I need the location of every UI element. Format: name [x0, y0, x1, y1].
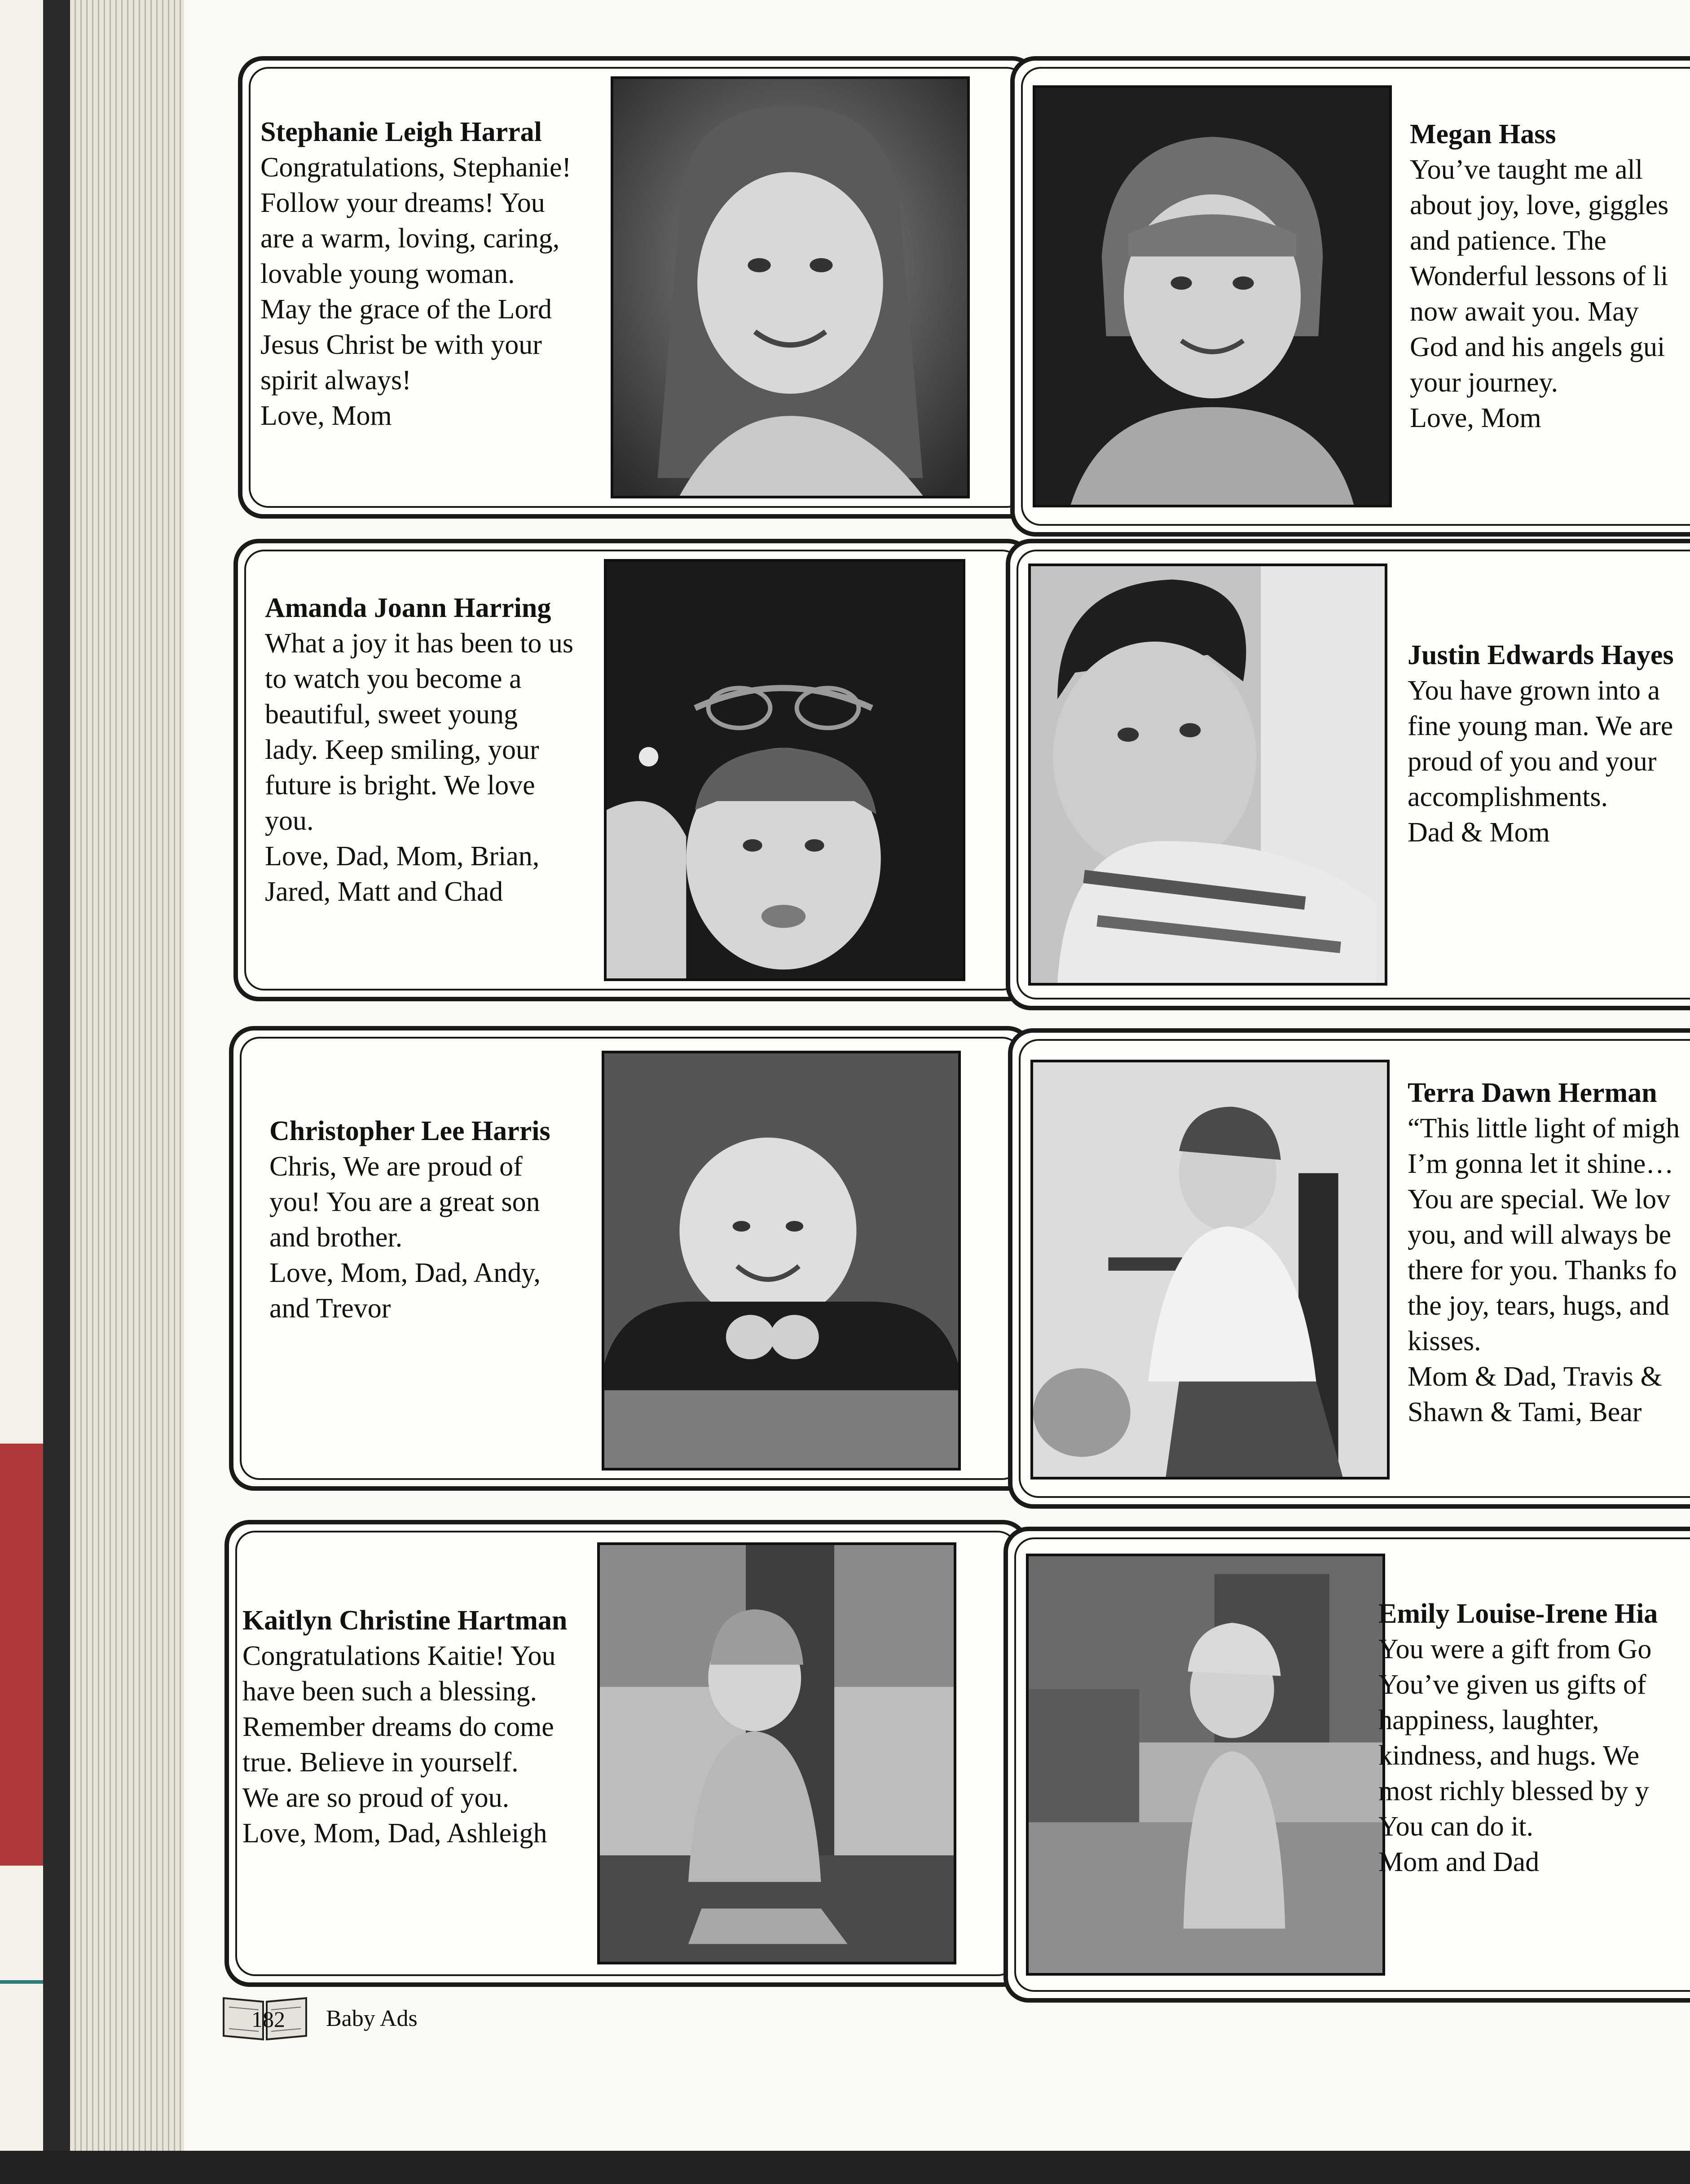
ad-card [233, 539, 1033, 1001]
child-photo [1033, 85, 1392, 507]
ad-line: You can do it. [1378, 1811, 1534, 1842]
ad-line: happiness, laughter, [1378, 1705, 1599, 1735]
ad-line: Shawn & Tami, Bear [1408, 1397, 1642, 1427]
ad-line: God and his angels gui [1410, 332, 1665, 362]
ad-line: Congratulations, Stephanie! [260, 152, 572, 183]
ad-line: You have grown into a [1408, 675, 1660, 706]
ad-text [260, 114, 611, 434]
ad-name: Amanda Joann Harring [265, 593, 551, 623]
ad-name: Stephanie Leigh Harral [260, 117, 542, 147]
ad-line: You are special. We lov [1408, 1184, 1671, 1215]
ad-line: to watch you become a [265, 664, 522, 694]
ad-text [269, 1114, 602, 1326]
scan-bottom-bar [0, 2151, 1690, 2184]
ad-card [238, 56, 1037, 519]
yearbook-page [184, 0, 1690, 2151]
page-stack [70, 0, 184, 2184]
child-photo [611, 76, 970, 498]
ad-line: lady. Keep smiling, your [265, 735, 539, 765]
ad-line: Mom and Dad [1378, 1847, 1540, 1877]
child-photo [1026, 1554, 1385, 1976]
ad-name: Kaitlyn Christine Hartman [242, 1605, 568, 1636]
ad-line: You were a gift from Go [1378, 1634, 1652, 1664]
ad-line: and brother. [269, 1222, 403, 1253]
ad-line: accomplishments. [1408, 782, 1608, 812]
ad-line: spirit always! [260, 365, 411, 396]
ad-line: I’m gonna let it shine… [1408, 1149, 1674, 1179]
ad-line: Congratulations Kaitie! You [242, 1641, 556, 1671]
ad-card [229, 1026, 1033, 1491]
ad-line: Love, Mom [1410, 403, 1541, 433]
ad-line: May the grace of the Lord [260, 294, 552, 325]
ad-line: Jesus Christ be with your [260, 330, 542, 360]
section-title: Baby Ads [326, 2005, 418, 2031]
spine [43, 0, 70, 2184]
ad-line: Follow your dreams! You [260, 188, 545, 218]
ad-line: Jared, Matt and Chad [265, 876, 503, 907]
ad-line: Remember dreams do come [242, 1712, 554, 1742]
ad-line: now await you. May [1410, 296, 1639, 327]
ad-line: Love, Mom, Dad, Ashleigh [242, 1818, 547, 1849]
ad-line: kindness, and hugs. We [1378, 1740, 1640, 1771]
ad-line: most richly blessed by y [1378, 1776, 1649, 1806]
ad-line: you, and will always be [1408, 1220, 1672, 1250]
ad-card [1008, 1028, 1690, 1509]
ad-line: Mom & Dad, Travis & [1408, 1361, 1662, 1392]
child-photo [1028, 564, 1387, 986]
ad-text [1410, 117, 1690, 436]
ad-card [224, 1520, 1028, 1987]
child-photo [602, 1051, 961, 1471]
ad-line: lovable young woman. [260, 259, 515, 289]
page-footer [220, 1994, 418, 2043]
ad-line: We are so proud of you. [242, 1783, 510, 1813]
ad-card [1006, 539, 1690, 1010]
ad-line: true. Believe in yourself. [242, 1747, 519, 1778]
ad-line: and Trevor [269, 1293, 391, 1324]
open-book-icon [220, 1994, 310, 2043]
book-edge [0, 0, 184, 2184]
child-photo [1030, 1060, 1390, 1479]
child-photo [597, 1542, 956, 1964]
ad-line: Love, Mom [260, 401, 392, 431]
ad-name: Megan Hass [1410, 119, 1556, 150]
ad-line: Love, Dad, Mom, Brian, [265, 841, 540, 872]
ad-name: Terra Dawn Herman [1408, 1078, 1657, 1108]
ad-line: your journey. [1410, 367, 1558, 398]
ad-line: Love, Mom, Dad, Andy, [269, 1258, 541, 1288]
ad-text [1408, 638, 1690, 850]
ad-line: You’ve given us gifts of [1378, 1669, 1646, 1700]
ad-line: beautiful, sweet young [265, 699, 518, 730]
ad-line: you! You are a great son [269, 1187, 540, 1217]
page-number: 182 [251, 2007, 285, 2032]
ad-line: Dad & Mom [1408, 817, 1550, 848]
ad-line: future is bright. We love [265, 770, 535, 801]
ad-text [242, 1603, 595, 1851]
ad-line: What a joy it has been to us [265, 628, 573, 659]
cover-red-band [0, 1444, 45, 1866]
ad-line: fine young man. We are [1408, 711, 1673, 741]
ad-name: Justin Edwards Hayes [1408, 640, 1674, 670]
ad-line: there for you. Thanks fo [1408, 1255, 1677, 1286]
ad-card [1003, 1527, 1690, 2003]
ad-line: the joy, tears, hugs, and [1408, 1290, 1670, 1321]
ad-line: you. [265, 806, 314, 836]
ad-line: proud of you and your [1408, 746, 1657, 777]
ad-name: Emily Louise-Irene Hia [1378, 1598, 1658, 1629]
ad-line: Wonderful lessons of li [1410, 261, 1668, 291]
ad-card [1010, 56, 1690, 537]
ad-line: “This little light of migh [1408, 1113, 1680, 1144]
cover-teal-line [0, 1980, 45, 1984]
ad-line: are a warm, loving, caring, [260, 223, 560, 254]
ad-line: You’ve taught me all [1410, 154, 1643, 185]
ad-text [1408, 1075, 1690, 1430]
ad-text [1378, 1596, 1690, 1880]
ad-line: and patience. The [1410, 225, 1606, 256]
ad-line: kisses. [1408, 1326, 1481, 1356]
ad-text [265, 590, 611, 910]
ad-line: have been such a blessing. [242, 1676, 537, 1707]
ad-name: Christopher Lee Harris [269, 1116, 550, 1146]
ad-line: about joy, love, giggles [1410, 190, 1669, 220]
child-photo [604, 559, 965, 981]
ad-line: Chris, We are proud of [269, 1151, 523, 1182]
